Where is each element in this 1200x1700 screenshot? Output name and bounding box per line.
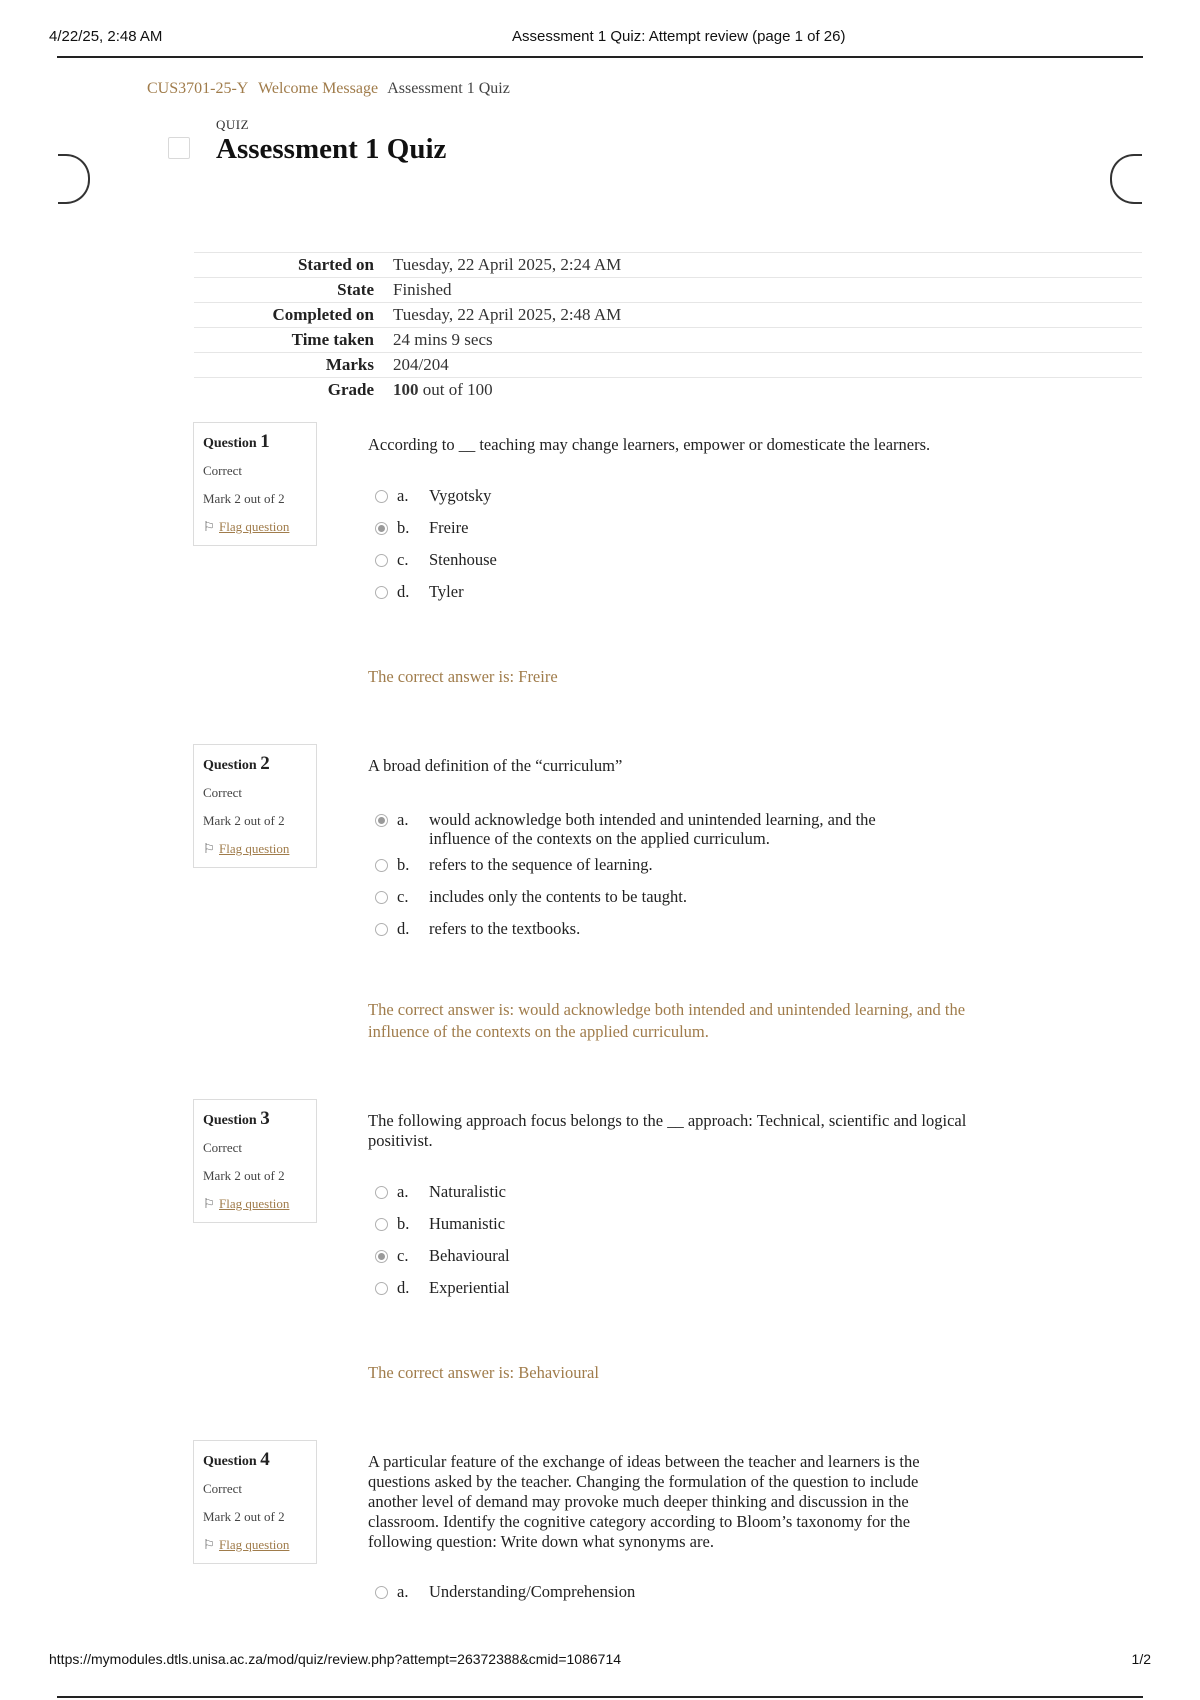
answer-option[interactable]: a. would acknowledge both intended and unintended learning, and the influence of the contexts on the applied curriculum. <box>375 808 995 853</box>
answer-option[interactable]: c. includes only the contents to be taught. <box>375 885 995 917</box>
question-2 <box>193 744 1143 1064</box>
header-rule <box>57 56 1143 58</box>
answer-options <box>375 484 995 612</box>
question-state: Correct <box>203 785 242 800</box>
print-page-number: 1/2 <box>1131 1651 1151 1667</box>
radio-button[interactable] <box>375 859 388 872</box>
answer-option[interactable]: a. Vygotsky <box>375 484 995 516</box>
answer-option[interactable]: c. Stenhouse <box>375 548 995 580</box>
correct-answer-feedback: The correct answer is: Behavioural <box>368 1363 599 1382</box>
question-text: The following approach focus belongs to the __ approach: Technical, scientific and logical positivist. <box>368 1111 967 1150</box>
question-info-box <box>193 1099 317 1223</box>
radio-button[interactable] <box>375 586 388 599</box>
summary-row <box>194 353 1142 378</box>
answer-options <box>375 1180 995 1308</box>
flag-icon: ⚐ <box>203 1196 215 1211</box>
footer-rule <box>57 1696 1143 1698</box>
flag-question-link[interactable]: ⚐ Flag question <box>203 519 290 534</box>
question-number: Question 1 <box>203 431 270 452</box>
attempt-summary-table <box>194 252 1142 402</box>
summary-label: Completed on <box>194 303 393 328</box>
flag-question-link[interactable]: ⚐ Flag question <box>203 1196 290 1211</box>
flag-question-link[interactable]: ⚐ Flag question <box>203 1537 290 1552</box>
answer-option[interactable]: b. refers to the sequence of learning. <box>375 853 995 885</box>
summary-row <box>194 328 1142 353</box>
question-number: Question 2 <box>203 753 270 774</box>
print-url: https://mymodules.dtls.unisa.ac.za/mod/quiz/review.php?attempt=26372388&cmid=1086714 <box>49 1651 622 1667</box>
answer-option[interactable]: b. Freire <box>375 516 995 548</box>
activity-type-label: QUIZ <box>216 117 250 132</box>
summary-label: Started on <box>194 253 393 278</box>
question-info-box <box>193 422 317 546</box>
question-mark: Mark 2 out of 2 <box>203 813 285 828</box>
correct-answer-feedback: The correct answer is: Freire <box>368 667 558 686</box>
summary-row <box>194 253 1142 278</box>
answer-option[interactable]: d. Experiential <box>375 1276 995 1308</box>
summary-value <box>393 378 1142 403</box>
flag-icon: ⚐ <box>203 1537 215 1552</box>
answer-options <box>375 1580 995 1612</box>
grade-total: out of 100 <box>418 380 493 399</box>
breadcrumb-section-link[interactable]: Welcome Message <box>258 80 379 97</box>
question-state: Correct <box>203 1140 242 1155</box>
question-state: Correct <box>203 1481 242 1496</box>
open-course-index-toggle[interactable] <box>58 154 90 204</box>
summary-value: Tuesday, 22 April 2025, 2:48 AM <box>393 303 1142 328</box>
summary-label: Grade <box>194 378 393 403</box>
summary-value: Tuesday, 22 April 2025, 2:24 AM <box>393 253 1142 278</box>
correct-answer-feedback: The correct answer is: would acknowledge both intended and unintended learning, and the influence of the contexts on the applied curriculum. <box>368 1000 966 1041</box>
question-text: A particular feature of the exchange of ideas between the teacher and learners is the questions asked by the teacher. Changing the formulation of the question to include another level of demand may provoke much deeper thinking and discussion in the classroom. Identify the cognitive category according to Bloom’s taxonomy for the following question: Write down what synonyms are. <box>368 1452 920 1551</box>
summary-label: Marks <box>194 353 393 378</box>
summary-value: 204/204 <box>393 353 1142 378</box>
grade-score: 100 <box>393 380 419 399</box>
answer-option[interactable]: c. Behavioural <box>375 1244 995 1276</box>
question-mark: Mark 2 out of 2 <box>203 1168 285 1183</box>
radio-button[interactable] <box>375 1586 388 1599</box>
question-3 <box>193 1099 1143 1389</box>
question-mark: Mark 2 out of 2 <box>203 491 285 506</box>
radio-button[interactable] <box>375 554 388 567</box>
print-title: Assessment 1 Quiz: Attempt review (page 1 of 26) <box>512 28 846 45</box>
breadcrumb <box>147 80 510 98</box>
radio-button[interactable] <box>375 1186 388 1199</box>
print-footer <box>49 1651 1151 1691</box>
quiz-icon <box>168 137 190 159</box>
radio-button-selected[interactable] <box>375 814 388 827</box>
question-info-box <box>193 1440 317 1564</box>
question-number: Question 4 <box>203 1449 270 1470</box>
radio-button[interactable] <box>375 891 388 904</box>
question-number: Question 3 <box>203 1108 270 1129</box>
summary-label: State <box>194 278 393 303</box>
answer-option[interactable]: d. Tyler <box>375 580 995 612</box>
question-1 <box>193 422 1143 702</box>
question-mark: Mark 2 out of 2 <box>203 1509 285 1524</box>
breadcrumb-course-link[interactable]: CUS3701-25-Y <box>147 80 249 97</box>
summary-row <box>194 303 1142 328</box>
page-title: Assessment 1 Quiz <box>216 133 447 165</box>
summary-value: Finished <box>393 278 1142 303</box>
question-state: Correct <box>203 463 242 478</box>
question-4 <box>193 1440 1143 1615</box>
answer-options <box>375 808 995 949</box>
radio-button-selected[interactable] <box>375 522 388 535</box>
print-datetime: 4/22/25, 2:48 AM <box>49 28 163 45</box>
answer-option[interactable]: d. refers to the textbooks. <box>375 917 995 949</box>
answer-option[interactable]: a. Understanding/Comprehension <box>375 1580 995 1612</box>
summary-row <box>194 278 1142 303</box>
flag-icon: ⚐ <box>203 841 215 856</box>
print-header <box>49 28 1151 58</box>
summary-label: Time taken <box>194 328 393 353</box>
question-text: According to __ teaching may change learners, empower or domesticate the learners. <box>368 435 931 454</box>
flag-icon: ⚐ <box>203 519 215 534</box>
radio-button[interactable] <box>375 1218 388 1231</box>
radio-button[interactable] <box>375 923 388 936</box>
flag-question-link[interactable]: ⚐ Flag question <box>203 841 290 856</box>
radio-button-selected[interactable] <box>375 1250 388 1263</box>
open-block-drawer-toggle[interactable] <box>1110 154 1142 204</box>
answer-option[interactable]: b. Humanistic <box>375 1212 995 1244</box>
breadcrumb-current: Assessment 1 Quiz <box>387 80 510 97</box>
summary-value: 24 mins 9 secs <box>393 328 1142 353</box>
summary-row <box>194 378 1142 403</box>
radio-button[interactable] <box>375 1282 388 1295</box>
radio-button[interactable] <box>375 490 388 503</box>
question-text: A broad definition of the “curriculum” <box>368 756 623 775</box>
answer-option[interactable]: a. Naturalistic <box>375 1180 995 1212</box>
question-info-box <box>193 744 317 868</box>
